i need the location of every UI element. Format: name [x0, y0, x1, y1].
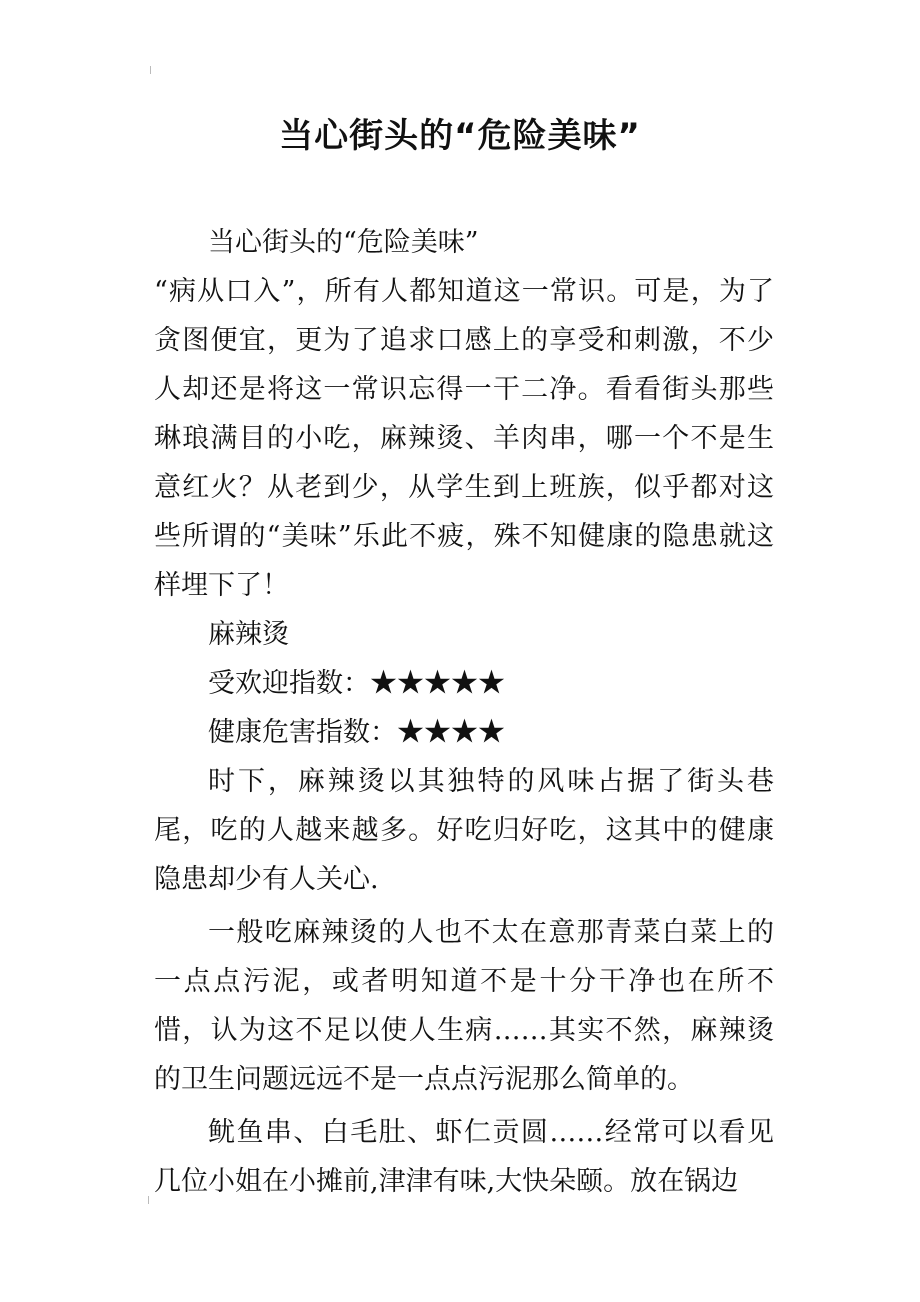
page-title: 当心街头的“危险美味” [279, 116, 641, 156]
corner-crop-mark [150, 66, 155, 74]
hazard-stars: ★★★★ [397, 717, 505, 748]
section-title: 麻辣烫 [208, 619, 289, 650]
popularity-label: 受欢迎指数： [208, 668, 370, 699]
article-body [154, 218, 774, 1206]
article-subtitle: 当心街头的“危险美味” [208, 227, 479, 258]
hazard-rating-line [154, 708, 774, 757]
body-paragraph: 鱿鱼串、白毛肚、虾仁贡圆……经常可以看见几位小姐在小摊前,津津有味,大快朵颐。放在锅边 [154, 1117, 774, 1197]
body-paragraph: 时下，麻辣烫以其独特的风味占据了街头巷尾，吃的人越来越多。好吃归好吃，这其中的健康隐患却少有人关心. [154, 766, 774, 895]
popularity-stars: ★★★★★ [370, 668, 505, 699]
hazard-label: 健康危害指数： [208, 717, 397, 748]
corner-crop-mark [148, 1196, 153, 1204]
body-paragraph: 一般吃麻辣烫的人也不太在意那青菜白菜上的一点点污泥，或者明知道不是十分干净也在所不惜，认为这不足以使人生病……其实不然，麻辣烫的卫生问题远远不是一点点污泥那么简单的。 [154, 917, 774, 1095]
popularity-rating-line [154, 659, 774, 708]
intro-paragraph: “病从口入”，所有人都知道这一常识。可是，为了贪图便宜，更为了追求口感上的享受和刺激，不少人却还是将这一常识忘得一干二净。看看街头那些琳琅满目的小吃，麻辣烫、羊肉串，哪一个不是生意红火？从老到少，从学生到上班族，似乎都对这些所谓的“美味”乐此不疲，殊不知健康的隐患就这样埋下了！ [154, 276, 774, 601]
